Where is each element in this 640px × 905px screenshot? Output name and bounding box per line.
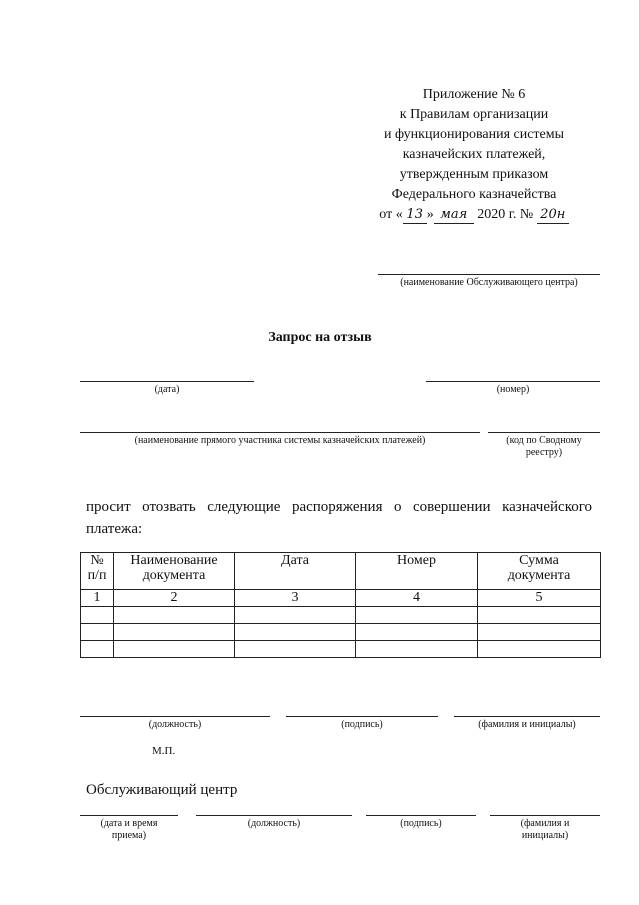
number-field-line[interactable] [426, 381, 600, 382]
receipt-signature-line[interactable] [366, 815, 476, 816]
appendix-date-line [340, 205, 608, 225]
header-doc-name [114, 553, 235, 590]
table-cell[interactable] [235, 607, 356, 624]
index-cell-1: 1 [81, 590, 114, 607]
date-month: мая [434, 207, 474, 224]
receipt-signature-caption: (подпись) [400, 818, 442, 829]
table-cell[interactable] [114, 641, 235, 658]
table-cell[interactable] [356, 624, 478, 641]
number-caption: (номер) [496, 384, 530, 395]
table-cell[interactable] [81, 607, 114, 624]
table-header-row [81, 553, 601, 590]
receipt-datetime-caption-line-1: (дата и время [100, 818, 158, 829]
full-name-caption: (фамилия и инициалы) [478, 719, 576, 730]
table-cell[interactable] [478, 624, 601, 641]
index-cell-4: 4 [356, 590, 478, 607]
table-cell[interactable] [478, 607, 601, 624]
request-text-line-1: просит отозвать следующие распоряжения о совершении казначейского [86, 499, 592, 515]
service-center-name-line[interactable] [378, 274, 600, 275]
header-doc-name-line-1: Наименование [130, 553, 218, 568]
index-cell-2: 2 [114, 590, 235, 607]
table-cell[interactable] [114, 607, 235, 624]
header-sum [478, 553, 601, 590]
request-text [86, 496, 592, 540]
table-cell[interactable] [235, 641, 356, 658]
participant-name-line[interactable] [80, 432, 480, 433]
table-cell[interactable] [235, 624, 356, 641]
receipt-name-caption-line-2: инициалы) [521, 830, 569, 841]
register-code-caption-line-1: (код по Сводному [506, 435, 582, 446]
appendix-line-2: к Правилам организации [399, 107, 549, 122]
header-sum-line-1: Сумма [519, 553, 559, 568]
position-caption: (должность) [148, 719, 202, 730]
full-name-line[interactable] [454, 716, 600, 717]
appendix-line-1: Приложение № 6 [422, 87, 526, 102]
appendix-line-5: утвержденным приказом [399, 167, 549, 182]
table-row [81, 607, 601, 624]
documents-table [80, 552, 601, 658]
header-number [81, 553, 114, 590]
stamp-place-label: М.П. [152, 745, 176, 757]
index-cell-3: 3 [235, 590, 356, 607]
date-caption: (дата) [154, 384, 180, 395]
service-center-heading: Обслуживающий центр [86, 782, 238, 798]
header-number-line-1: № [90, 553, 104, 568]
receipt-datetime-line[interactable] [80, 815, 178, 816]
position-line[interactable] [80, 716, 270, 717]
header-doc-name-line-2: документа [142, 568, 206, 583]
table-row [81, 641, 601, 658]
header-doc-number: Номер [356, 553, 478, 590]
header-number-line-2: п/п [87, 568, 107, 583]
table-row [81, 624, 601, 641]
page-title: Запрос на отзыв [268, 330, 372, 345]
signature-caption: (подпись) [341, 719, 383, 730]
order-number: 20н [537, 207, 569, 224]
table-cell[interactable] [356, 641, 478, 658]
date-year: 2020 г. № [477, 207, 534, 222]
appendix-line-3: и функционирования системы [383, 127, 565, 142]
table-index-row [81, 590, 601, 607]
register-code-line[interactable] [488, 432, 600, 433]
date-day: 13 [403, 207, 427, 224]
receipt-name-line[interactable] [490, 815, 600, 816]
receipt-name-caption [490, 818, 600, 842]
service-center-caption: (наименование Обслуживающего центра) [400, 277, 578, 288]
register-code-caption [488, 435, 600, 459]
table-cell[interactable] [356, 607, 478, 624]
register-code-caption-line-2: реестру) [525, 447, 563, 458]
receipt-name-caption-line-1: (фамилия и [520, 818, 570, 829]
table-cell[interactable] [81, 641, 114, 658]
date-prefix: от « [379, 207, 403, 222]
request-text-line-2: платежа: [86, 521, 143, 537]
date-field-line[interactable] [80, 381, 254, 382]
receipt-position-line[interactable] [196, 815, 352, 816]
signature-line[interactable] [286, 716, 438, 717]
receipt-position-caption: (должность) [247, 818, 301, 829]
receipt-datetime-caption [80, 818, 178, 842]
appendix-line-6: Федерального казначейства [391, 187, 557, 202]
participant-caption: (наименование прямого участника системы казначейских платежей) [134, 435, 426, 446]
table-cell[interactable] [114, 624, 235, 641]
header-date: Дата [235, 553, 356, 590]
table-cell[interactable] [81, 624, 114, 641]
index-cell-5: 5 [478, 590, 601, 607]
date-mid: » [426, 207, 434, 222]
header-sum-line-2: документа [507, 568, 571, 583]
appendix-block [340, 85, 608, 225]
table-cell[interactable] [478, 641, 601, 658]
appendix-line-4: казначейских платежей, [402, 147, 546, 162]
receipt-datetime-caption-line-2: приема) [111, 830, 147, 841]
